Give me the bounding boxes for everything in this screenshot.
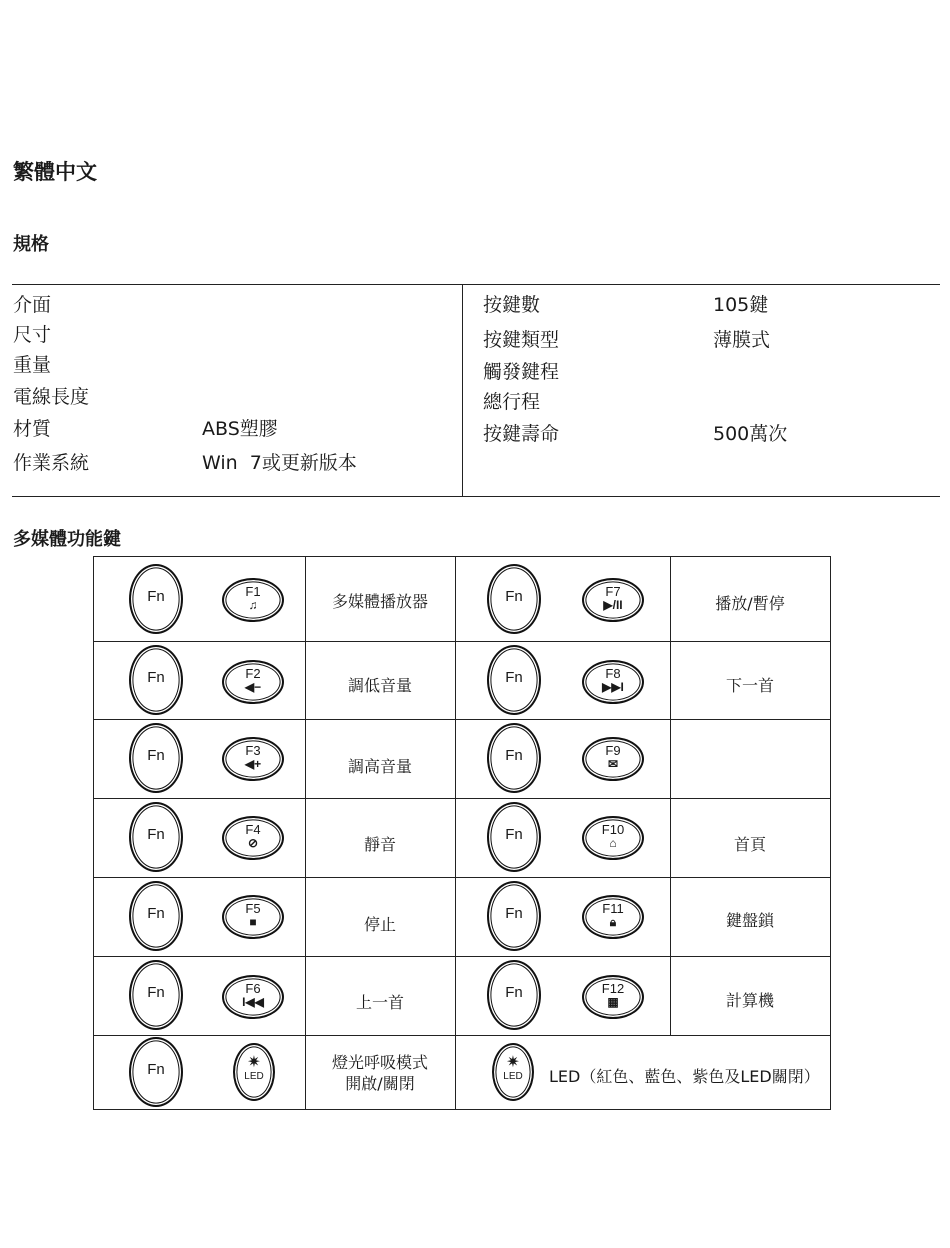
volume-up-icon: ◀+: [244, 757, 262, 771]
fn-key: Fn: [129, 1037, 183, 1107]
f10-key-label: F10: [601, 822, 625, 837]
fn-key: Fn: [487, 645, 541, 715]
function-label-led-colors: LED（紅色、藍色、紫色及LED關閉）: [549, 1067, 820, 1086]
table-divider: [93, 956, 831, 957]
f5-key-label: F5: [245, 901, 261, 916]
function-label-play-pause: 播放/暫停: [715, 594, 785, 613]
fn-key: Fn: [487, 881, 541, 951]
function-label-breathing-mode-line1: 燈光呼吸模式: [331, 1053, 428, 1072]
play-pause-icon: ▶/II: [603, 598, 623, 612]
fn-key: Fn: [487, 960, 541, 1030]
f4-key-label: F4: [245, 822, 261, 837]
function-label-breathing-mode: [305, 1052, 455, 1094]
f6-key-label: F6: [245, 981, 261, 996]
f6-key: [222, 975, 284, 1019]
spec-label-key-count: 按鍵數: [483, 294, 541, 316]
fn-key: Fn: [129, 881, 183, 951]
volume-down-icon: ◀−: [244, 680, 262, 694]
f9-key: [582, 737, 644, 781]
led-key-label: LED: [244, 1071, 264, 1082]
table-divider: [93, 798, 831, 799]
led-key: [233, 1043, 275, 1101]
spec-column-divider: [462, 284, 463, 496]
spec-value-key-count: 105鍵: [713, 294, 769, 316]
f2-key-label: F2: [245, 666, 261, 681]
spec-label-os: 作業系統: [13, 452, 90, 474]
function-label-calculator: 計算機: [725, 991, 774, 1010]
function-label-next-track: 下一首: [725, 676, 774, 695]
spec-top-rule: [12, 284, 940, 285]
next-track-icon: ▶▶I: [602, 680, 624, 694]
fn-key: Fn: [129, 960, 183, 1030]
f1-key: [222, 578, 284, 622]
function-label-stop: 停止: [363, 915, 396, 934]
fn-key: Fn: [129, 802, 183, 872]
music-note-icon: ♫: [248, 598, 258, 612]
function-label-media-player: 多媒體播放器: [331, 592, 428, 611]
spec-label-interface: 介面: [13, 294, 52, 316]
language-title: 繁體中文: [13, 160, 97, 184]
f11-key-label: F11: [602, 901, 624, 916]
f4-key: [222, 816, 284, 860]
function-label-volume-up: 調高音量: [347, 757, 412, 776]
fn-key: Fn: [129, 723, 183, 793]
table-border: [93, 556, 94, 1110]
calculator-icon: ▦: [607, 995, 619, 1009]
f8-key: [582, 660, 644, 704]
mail-icon: ✉: [607, 757, 619, 771]
mute-icon: ⊘: [247, 836, 259, 850]
f11-key: [582, 895, 644, 939]
spec-bottom-rule: [12, 496, 940, 497]
table-border: [93, 556, 831, 557]
function-label-breathing-mode-line2: 開啟/關閉: [345, 1074, 415, 1093]
fn-key: Fn: [129, 645, 183, 715]
f7-key-label: F7: [605, 584, 621, 599]
fn-key: Fn: [487, 564, 541, 634]
lock-icon: 🔒︎: [609, 915, 617, 929]
previous-track-icon: I◀◀: [242, 995, 264, 1009]
spec-label-key-type: 按鍵類型: [483, 329, 560, 351]
fn-key: Fn: [487, 802, 541, 872]
f1-key-label: F1: [245, 584, 261, 599]
light-burst-icon: ✷: [247, 1054, 261, 1071]
spec-label-material: 材質: [13, 418, 52, 440]
f5-key: [222, 895, 284, 939]
function-label-keyboard-lock: 鍵盤鎖: [725, 911, 774, 930]
table-border: [93, 1109, 831, 1110]
f12-key-label: F12: [601, 981, 625, 996]
spec-label-actuation: 觸發鍵程: [483, 361, 560, 383]
f10-key: [582, 816, 644, 860]
f3-key-label: F3: [245, 743, 261, 758]
table-border: [830, 556, 831, 1110]
spec-label-key-life: 按鍵壽命: [483, 423, 560, 445]
f12-key: [582, 975, 644, 1019]
function-label-previous-track: 上一首: [355, 993, 404, 1012]
spec-title: 規格: [13, 234, 49, 255]
fn-key: Fn: [487, 723, 541, 793]
f2-key: [222, 660, 284, 704]
table-divider: [93, 719, 831, 720]
led-key-label: LED: [503, 1071, 523, 1082]
function-label-home: 首頁: [733, 835, 766, 854]
light-burst-icon: ✷: [506, 1054, 520, 1071]
table-divider: [93, 1035, 831, 1036]
spec-value-material: ABS塑膠: [202, 418, 278, 440]
spec-label-weight: 重量: [13, 354, 52, 376]
f7-key: [582, 578, 644, 622]
f3-key: [222, 737, 284, 781]
f9-key-label: F9: [605, 743, 621, 758]
multimedia-title: 多媒體功能鍵: [13, 529, 121, 550]
spec-value-key-type: 薄膜式: [713, 329, 771, 351]
f8-key-label: F8: [605, 666, 621, 681]
spec-label-size: 尺寸: [13, 324, 52, 346]
fn-key: Fn: [129, 564, 183, 634]
stop-icon: ■: [249, 915, 257, 929]
spec-value-os: Win 7或更新版本: [202, 452, 357, 474]
led-key: [492, 1043, 534, 1101]
table-divider: [93, 877, 831, 878]
multimedia-key-table: [93, 556, 831, 1110]
spec-label-cable-length: 電線長度: [13, 386, 90, 408]
spec-label-total-travel: 總行程: [483, 391, 541, 413]
table-divider: [455, 556, 456, 1110]
function-label-mute: 靜音: [363, 835, 396, 854]
function-label-volume-down: 調低音量: [347, 676, 412, 695]
spec-value-key-life: 500萬次: [713, 423, 788, 445]
home-icon: ⌂: [609, 836, 617, 850]
table-divider: [93, 641, 831, 642]
table-divider: [670, 556, 671, 1035]
